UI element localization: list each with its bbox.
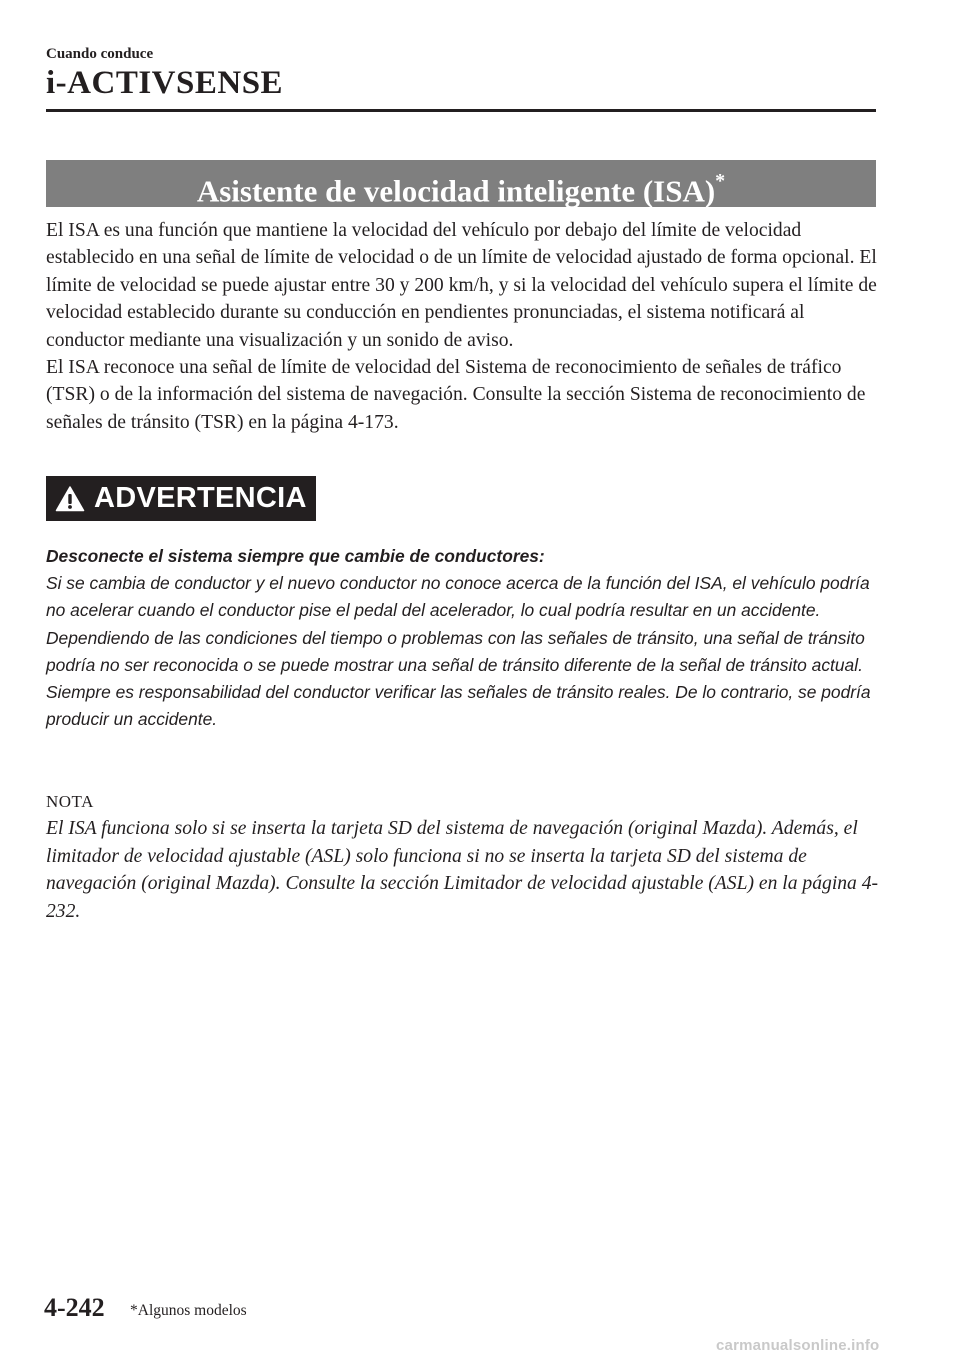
warning-label: [46, 476, 316, 521]
topic-title: Asistente de velocidad inteligente (ISA): [196, 173, 716, 209]
note-text: El ISA funciona solo si se inserta la tarjeta SD del sistema de navegación (original Mazda). Además, el limitador de velocidad ajustable (ASL) solo funciona si no se inserta la tarjeta SD del sistema de navegación (original Mazda). Consulte la sección Limitador de velocidad ajustable (ASL) en la página 4-232.: [46, 818, 879, 922]
warning-label-text: ADVERTENCIA: [94, 482, 307, 514]
intro-text: [46, 217, 880, 436]
warning-body: [46, 543, 880, 733]
note-body: [46, 815, 880, 925]
section-title: i-ACTIVSENSE: [46, 65, 284, 101]
topic-title-bar: [46, 160, 876, 207]
page-number: 4-242: [44, 1293, 105, 1322]
footnote: *Algunos modelos: [130, 1302, 247, 1319]
watermark: carmanualsonline.info: [716, 1337, 880, 1354]
some-models-marker: *: [715, 170, 726, 192]
intro-paragraph: El ISA es una función que mantiene la velocidad del vehículo por debajo del límite de velocidad establecido en una señal de límite de velocidad o de un límite de velocidad ajustado de forma opcional. El límite de velocidad se puede ajustar entre 30 y 200 km/h, y si la velocidad del vehículo supera el límite de velocidad establecido durante su conducción en pendientes pronunciadas, el sistema notificará al conductor mediante una visualización y un sonido de aviso.: [46, 220, 877, 351]
chapter-title: Cuando conduce: [46, 46, 154, 62]
note-heading: NOTA: [46, 792, 94, 811]
warning-text: Si se cambia de conductor y el nuevo conductor no conoce acerca de la función del ISA, el vehículo podría no acelerar cuando el conductor pise el pedal del acelerador, lo cual podría resultar en un accidente. Dependiendo de las condiciones del tiempo o problemas con las señales de tránsito, una señal de tránsito podría no ser reconocida o se puede mostrar una señal de tránsito diferente de la señal de tránsito actual. Siempre es responsabilidad del conductor verificar las señales de tránsito reales. De lo contrario, se podría producir un accidente.: [46, 573, 871, 730]
page-header: [46, 40, 876, 101]
intro-paragraph: El ISA reconoce una señal de límite de velocidad del Sistema de reconocimiento de señales de tráfico (TSR) o de la información del sistema de navegación. Consulte la sección Sistema de reconocimiento de señales de tránsito (TSR) en la página 4-173.: [46, 357, 866, 433]
warning-triangle-icon: [46, 476, 94, 521]
header-divider: [46, 109, 876, 112]
warning-heading: Desconecte el sistema siempre que cambie de conductores:: [46, 546, 545, 566]
